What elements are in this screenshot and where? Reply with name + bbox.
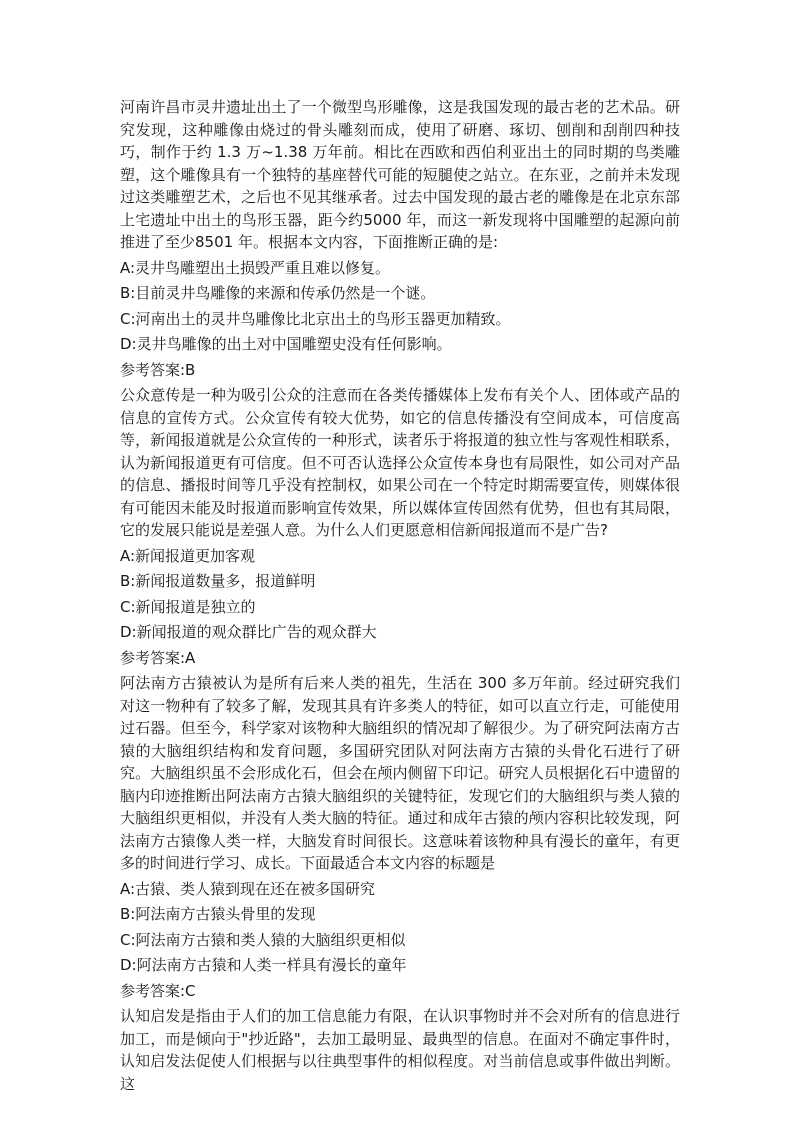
question-1-option-b: B:目前灵井鸟雕像的来源和传承仍然是一个谜。 (120, 284, 436, 302)
question-1-answer: 参考答案:B (120, 360, 196, 379)
question-2-option-d: D:新闻报道的观众群比广告的观众群大 (120, 623, 377, 641)
question-3-option-a: A:古猿、类人猿到现在还在被多国研究 (120, 879, 376, 898)
question-1-option-d: D:灵井鸟雕像的出土对中国雕塑史没有任何影响。 (120, 335, 452, 353)
question-3-option-b: B:阿法南方古猿头骨里的发现 (120, 905, 316, 923)
question-3-stem: 阿法南方古猿被认为是所有后来人类的祖先，生活在 300 多万年前。经过研究我们对这一物种有了较多了解，发现其具有许多类人的特征，如可以直立行走，可能使用过石器。但至今，科学家对该物种大脑组织的情况却了解很少。为了研究阿法南方古猿的大脑组织结构和发育问题，多国研究团队对阿法南方古猿的头骨化石进行了研究。大脑组织虽不会形成化石，但会在颅内侧留下印记。研究人员根据化石中遗留的脑内印迹推断出阿法南方古猿大脑组织的关键特征，发现它们的大脑组织与类人猿的大脑组织更相似，并没有人类大脑的特征。通过和成年古猿的颅内容积比较发现，阿法南方古猿像人类一样，大脑发育时间很长。这意味着该物种具有漫长的童年，有更多的时间进行学习、成长。下面最适合本文内容的标题是 (120, 674, 680, 872)
question-2-answer: 参考答案:A (120, 648, 196, 667)
question-3-option-c: C:阿法南方古猿和类人猿的大脑组织更相似 (120, 930, 406, 949)
question-3-option-d: D:阿法南方古猿和人类一样具有漫长的童年 (120, 956, 407, 974)
question-2-option-b: B:新闻报道数量多，报道鲜明 (120, 572, 316, 590)
question-2-option-a: A:新闻报道更加客观 (120, 546, 256, 565)
question-1-stem: 河南许昌市灵井遗址出土了一个微型鸟形雕像，这是我国发现的最古老的艺术品。研究发现，这种雕像由烧过的骨头雕刻而成，使用了研磨、琢切、刨削和刮削四种技巧，制作于约 1.3 万~1.38 万年前。相比在西欧和西伯利亚出土的同时期的鸟类雕塑，这个雕像具有一个独特的基座替代可能的短腿使之站立。在东亚，之前并未发现过这类雕塑艺术，之后也不见其继承者。过去中国发现的最古老的雕像是在北京东部上宅遗址中出土的鸟形玉器，距今约5000 年，而这一新发现将中国雕塑的起源向前推进了至少8501 年。根据本文内容，下面推断正确的是: (120, 98, 680, 251)
question-2-stem: 公众意传是一种为吸引公众的注意而在各类传播媒体上发布有关个人、团体或产品的信息的宣传方式。公众宣传有较大优势，如它的信息传播没有空间成本，可信度高等，新闻报道就是公众宣传的一种形式，读者乐于将报道的独立性与客观性相联系，认为新闻报道更有可信度。但不可否认选择公众宣传本身也有局限性，如公司对产品的信息、播报时间等几乎没有控制权，如果公司在一个特定时期需要宣传，则媒体很有可能因未能及时报道而影响宣传效果，所以媒体宣传固然有优势，但也有其局限，它的发展只能说是差强人意。为什么人们更愿意相信新闻报道而不是广告? (120, 386, 680, 539)
question-4-stem: 认知启发是指由于人们的加工信息能力有限，在认识事物时并不会对所有的信息进行加工，而是倾向于"抄近路"，去加工最明显、最典型的信息。在面对不确定事件时，认知启发法促使人们根据与以往典型事件的相似程度。对当前信息或事件做出判断。这 (120, 1007, 680, 1093)
question-2-option-c: C:新闻报道是独立的 (120, 597, 256, 616)
question-1-option-c: C:河南出土的灵井鸟雕像比北京出土的鸟形玉器更加精致。 (120, 309, 511, 328)
question-1-option-a: A:灵井鸟雕塑出土损毁严重且难以修复。 (120, 258, 391, 277)
question-3-answer: 参考答案:C (120, 981, 196, 1000)
